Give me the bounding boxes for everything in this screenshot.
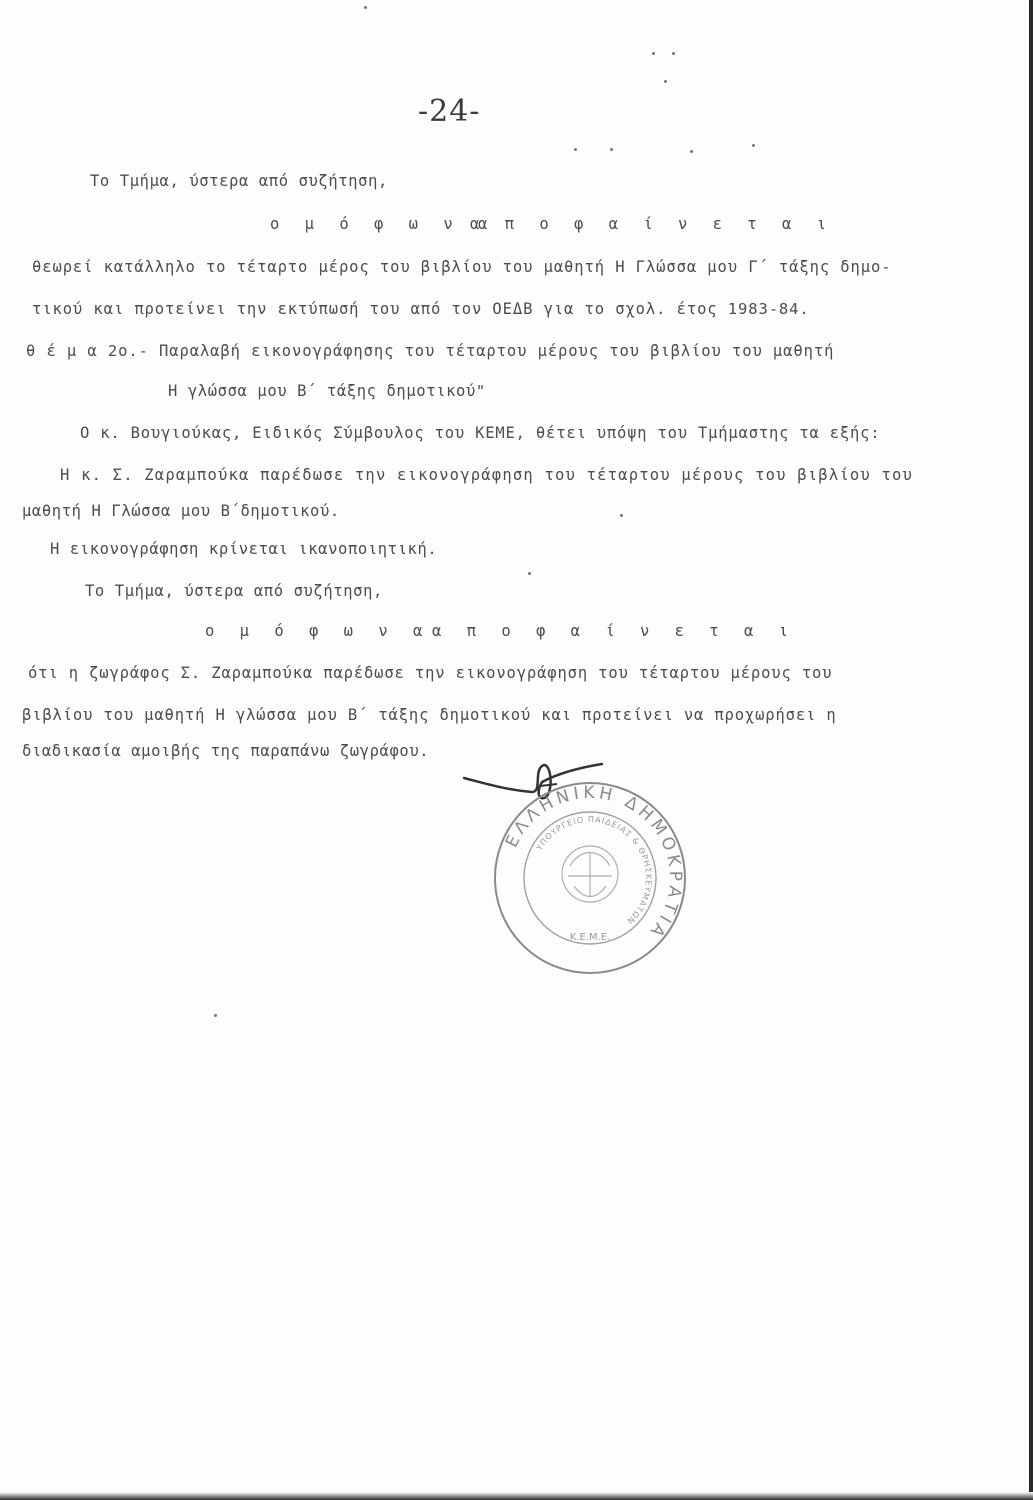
page-number: -24- [418,94,481,129]
paragraph-line: τικού και προτείνει την εκτύπωσή του από τον ΟΕΔΒ για το σχολ. έτος 1983-84. [32,300,810,318]
decision-label-left: ο μ ό φ ω ν α [205,622,431,640]
paragraph-line: Η κ. Σ. Ζαραμπούκα παρέδωσε την εικονογράφηση του τέταρτου μέρους του βιβλίου του [60,466,914,484]
official-stamp [490,778,690,978]
stamp-inner-text: ΥΠΟΥΡΓΕΙΟ ΠΑΙΔΕΙΑΣ & ΘΡΗΣΚΕΥΜΑΤΩΝ [534,814,654,926]
scan-edge-bottom [0,1492,1033,1500]
paragraph-line: Η εικονογράφηση κρίνεται ικανοποιητική. [50,540,438,558]
emblem-icon [562,846,618,902]
topic-heading: θ έ μ α 2ο.- Παραλαβή εικονογράφησης του τέταρτου μέρους του βιβλίου του μαθητή [26,342,835,360]
scan-speck [690,150,693,153]
scan-speck [214,1014,217,1017]
paragraph-line: Το Τμήμα, ύστερα από συζήτηση, [90,172,388,190]
scan-speck [528,572,531,575]
scan-speck [364,6,367,9]
decision-label-right: α π ο φ α ί ν ε τ α ι [470,215,834,233]
scan-speck [610,148,613,151]
scan-speck [574,148,577,151]
paragraph-line: διαδικασία αμοιβής της παραπάνω ζωγράφου. [22,742,430,760]
scan-speck [652,52,655,55]
scan-speck [620,514,623,517]
paragraph-line: Το Τμήμα, ύστερα από συζήτηση, [85,582,383,600]
stamp-bottom-text: Κ.Ε.Μ.Ε. [569,932,611,943]
stamp-outer-text: ΕΛΛΗΝΙΚΗ ΔΗΜΟΚΡΑΤΙΑ [501,782,686,944]
svg-text:ΕΛΛΗΝΙΚΗ ΔΗΜΟΚΡΑΤΙΑ [502,783,685,944]
scan-speck [752,144,755,147]
paragraph-line: μαθητή Η Γλώσσα μου Β΄δημοτικού. [22,502,340,520]
paragraph-line: ότι η ζωγράφος Σ. Ζαραμπούκα παρέδωσε την εικονογράφηση του τέταρτου μέρους του [28,664,833,682]
paragraph-line: θεωρεί κατάλληλο το τέταρτο μέρος του βιβλίου του μαθητή Η Γλώσσα μου Γ΄ τάξης δημο- [32,258,892,276]
paragraph-line: Ο κ. Βουγιούκας, Ειδικός Σύμβουλος του ΚΕΜΕ, θέτει υπόψη του Τμήμαστης τα εξής: [80,424,881,442]
scan-speck [664,80,667,83]
paragraph-line: βιβλίου του μαθητή Η γλώσσα μου Β΄ τάξης δημοτικού και προτείνει να προχωρήσει η [22,706,837,724]
topic-heading-cont: Η γλώσσα μου Β΄ τάξης δημοτικού" [168,382,486,400]
scan-edge-right [1029,0,1033,1500]
svg-text:ΥΠΟΥΡΓΕΙΟ ΠΑΙΔΕΙΑΣ & ΘΡΗΣΚΕΥΜΑ [534,815,653,926]
decision-label-right: α π ο φ α ί ν ε τ α ι [432,622,796,640]
scan-speck [672,52,675,55]
decision-label-left: ο μ ό φ ω ν α [270,215,496,233]
